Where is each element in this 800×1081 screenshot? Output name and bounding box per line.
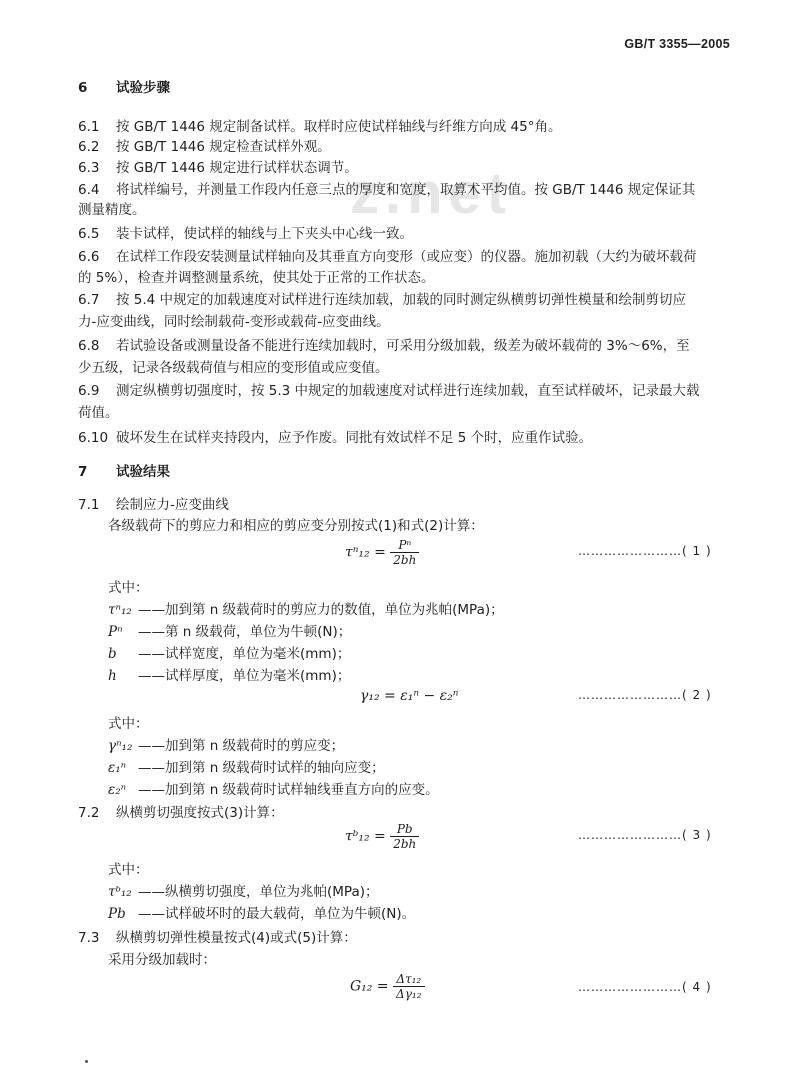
clause-text: 按 5.4 中规定的加载速度对试样进行连续加载，加载的同时测定纵横剪切弹性模量和绘制剪切应 <box>116 292 687 308</box>
var-desc: ——试样厚度，单位为毫米(mm)； <box>138 668 351 684</box>
clause-title: 纵横剪切弹性模量按式(4)或式(5)计算： <box>116 930 357 946</box>
formula-2: γ₁₂ = ε₁ⁿ − ε₂ⁿ <box>360 688 459 704</box>
clause-6-2 <box>78 137 331 157</box>
var-symbol: τⁿ₁₂ <box>108 602 132 618</box>
denominator: 2bh <box>393 837 417 851</box>
clause-number: 6.5 <box>78 226 100 242</box>
var-desc: ——纵横剪切强度，单位为兆帕(MPa)； <box>138 884 379 900</box>
var-symbol: ε₁ⁿ <box>108 760 127 776</box>
section-title: 试验步骤 <box>116 80 170 96</box>
standard-header: GB/T 3355—2005 <box>624 37 730 51</box>
where-label-1: 式中： <box>108 580 149 596</box>
clause-number: 6.1 <box>78 119 100 135</box>
clause-6-8 <box>78 336 690 356</box>
var-symbol: b <box>108 646 117 662</box>
watermark: z.net <box>350 161 513 226</box>
clause-6-7-cont: 力-应变曲线，同时绘制载荷-变形或载荷-应变曲线。 <box>78 314 390 330</box>
formula-2-leader <box>578 688 712 702</box>
clause-7-1-intro: 各级载荷下的剪应力和相应的剪应变分别按式(1)和式(2)计算： <box>108 518 484 534</box>
clause-6-8-cont: 少五级，记录各级载荷值与相应的变形值或应变值。 <box>78 360 389 376</box>
section-title: 试验结果 <box>116 464 170 480</box>
section-number: 7 <box>78 464 88 480</box>
var-desc: ——第 n 级载荷，单位为牛顿(N)； <box>138 624 352 640</box>
formula-tag: ( 2 ) <box>682 688 712 702</box>
clause-6-9 <box>78 381 700 401</box>
clause-6-6 <box>78 247 697 267</box>
clause-number: 6.3 <box>78 160 100 176</box>
formula-3 <box>345 822 419 851</box>
clause-7-2-heading <box>78 803 284 823</box>
clause-7-3-heading <box>78 928 357 948</box>
formula-tag: ( 3 ) <box>682 828 712 842</box>
clause-number: 6.2 <box>78 139 100 155</box>
leader-dots: …………………… <box>578 828 682 842</box>
numerator: Pb <box>390 822 419 837</box>
var-tau-n <box>108 600 504 620</box>
section-7-heading <box>78 462 170 482</box>
var-eps2 <box>108 780 439 800</box>
var-symbol: γⁿ₁₂ <box>108 738 133 754</box>
var-desc: ——试样破坏时的最大载荷，单位为牛顿(N)。 <box>138 906 416 922</box>
leader-dots: …………………… <box>578 980 682 994</box>
clause-6-9-cont: 荷值。 <box>78 405 119 421</box>
clause-number: 6.9 <box>78 383 100 399</box>
var-pb <box>108 904 415 924</box>
formula-4-leader <box>578 980 712 994</box>
formula-fraction <box>393 972 424 1001</box>
formula-fraction <box>390 822 419 851</box>
formula-lhs: G₁₂ = <box>350 978 389 995</box>
clause-text: 破坏发生在试样夹持段内，应予作废。同批有效试样不足 5 个时，应重作试验。 <box>116 430 593 446</box>
clause-title: 绘制应力-应变曲线 <box>116 497 229 513</box>
formula-4 <box>350 972 425 1001</box>
var-eps1 <box>108 758 385 778</box>
where-label-3: 式中： <box>108 862 149 878</box>
clause-6-10 <box>78 428 592 448</box>
var-h <box>108 666 350 686</box>
var-desc: ——加到第 n 级载荷时的剪应力的数值，单位为兆帕(MPa)； <box>138 602 504 618</box>
clause-6-4-cont: 测量精度。 <box>78 202 146 218</box>
var-symbol: ε₂ⁿ <box>108 782 127 798</box>
leader-dots: …………………… <box>578 544 682 558</box>
clause-number: 6.8 <box>78 338 100 354</box>
var-desc: ——加到第 n 级载荷时试样轴线垂直方向的应变。 <box>138 782 439 798</box>
clause-number: 6.10 <box>78 430 109 446</box>
var-symbol: τᵇ₁₂ <box>108 884 132 900</box>
clause-text: 测定纵横剪切强度时，按 5.3 中规定的加载速度对试样进行连续加载，直至试样破坏，记录最大载 <box>116 383 700 399</box>
clause-text: 按 GB/T 1446 规定制备试样。取样时应使试样轴线与纤维方向成 45°角。 <box>116 119 562 135</box>
clause-title: 纵横剪切强度按式(3)计算： <box>116 805 284 821</box>
formula-3-leader <box>578 828 712 842</box>
formula-1-leader <box>578 544 712 558</box>
formula-lhs: τⁿ₁₂ = <box>345 544 386 561</box>
scan-speck <box>85 1060 88 1063</box>
var-tau-b <box>108 882 379 902</box>
formula-fraction <box>390 538 419 567</box>
clause-text: 若试验设备或测量设备不能进行连续加载时，可采用分级加载，级差为破坏载荷的 3%～6%，至 <box>116 338 690 354</box>
var-b <box>108 644 350 664</box>
clause-6-7 <box>78 290 686 310</box>
clause-number: 6.4 <box>78 182 100 198</box>
var-symbol: h <box>108 668 117 684</box>
leader-dots: …………………… <box>578 688 682 702</box>
var-desc: ——试样宽度，单位为毫米(mm)； <box>138 646 351 662</box>
clause-text: 按 GB/T 1446 规定进行试样状态调节。 <box>116 160 358 176</box>
clause-number: 7.3 <box>78 930 100 946</box>
clause-text: 在试样工作段安装测量试样轴向及其垂直方向变形（或应变）的仪器。施加初载（大约为破坏载荷 <box>116 249 697 265</box>
var-desc: ——加到第 n 级载荷时试样的轴向应变； <box>138 760 385 776</box>
where-label-2: 式中： <box>108 716 149 732</box>
formula-1 <box>345 538 419 567</box>
formula-lhs: τᵇ₁₂ = <box>345 828 386 845</box>
var-symbol: Pⁿ <box>108 624 123 640</box>
clause-text: 装卡试样，使试样的轴线与上下夹头中心线一致。 <box>116 226 413 242</box>
numerator: Δτ₁₂ <box>393 972 424 987</box>
var-desc: ——加到第 n 级载荷时的剪应变； <box>138 738 345 754</box>
section-number: 6 <box>78 80 88 96</box>
clause-number: 7.2 <box>78 805 100 821</box>
clause-number: 6.7 <box>78 292 100 308</box>
clause-text: 将试样编号，并测量工作段内任意三点的厚度和宽度，取算术平均值。按 GB/T 1446 规定保证其 <box>116 182 696 198</box>
clause-7-1-heading <box>78 495 229 515</box>
clause-6-5 <box>78 224 413 244</box>
clause-6-4 <box>78 180 695 200</box>
denominator: Δγ₁₂ <box>396 987 422 1001</box>
section-6-heading <box>78 78 170 98</box>
clause-6-1 <box>78 117 561 137</box>
var-gamma-n <box>108 736 344 756</box>
var-symbol: Pb <box>108 906 126 922</box>
clause-number: 7.1 <box>78 497 100 513</box>
numerator: Pⁿ <box>390 538 419 553</box>
clause-6-3 <box>78 158 358 178</box>
formula-tag: ( 1 ) <box>682 544 712 558</box>
denominator: 2bh <box>393 553 417 567</box>
formula-tag: ( 4 ) <box>682 980 712 994</box>
clause-text: 按 GB/T 1446 规定检查试样外观。 <box>116 139 331 155</box>
var-p-n <box>108 622 351 642</box>
clause-6-6-cont: 的 5%），检查并调整测量系统，使其处于正常的工作状态。 <box>78 270 435 286</box>
clause-number: 6.6 <box>78 249 100 265</box>
clause-7-3-intro: 采用分级加载时： <box>108 952 216 968</box>
